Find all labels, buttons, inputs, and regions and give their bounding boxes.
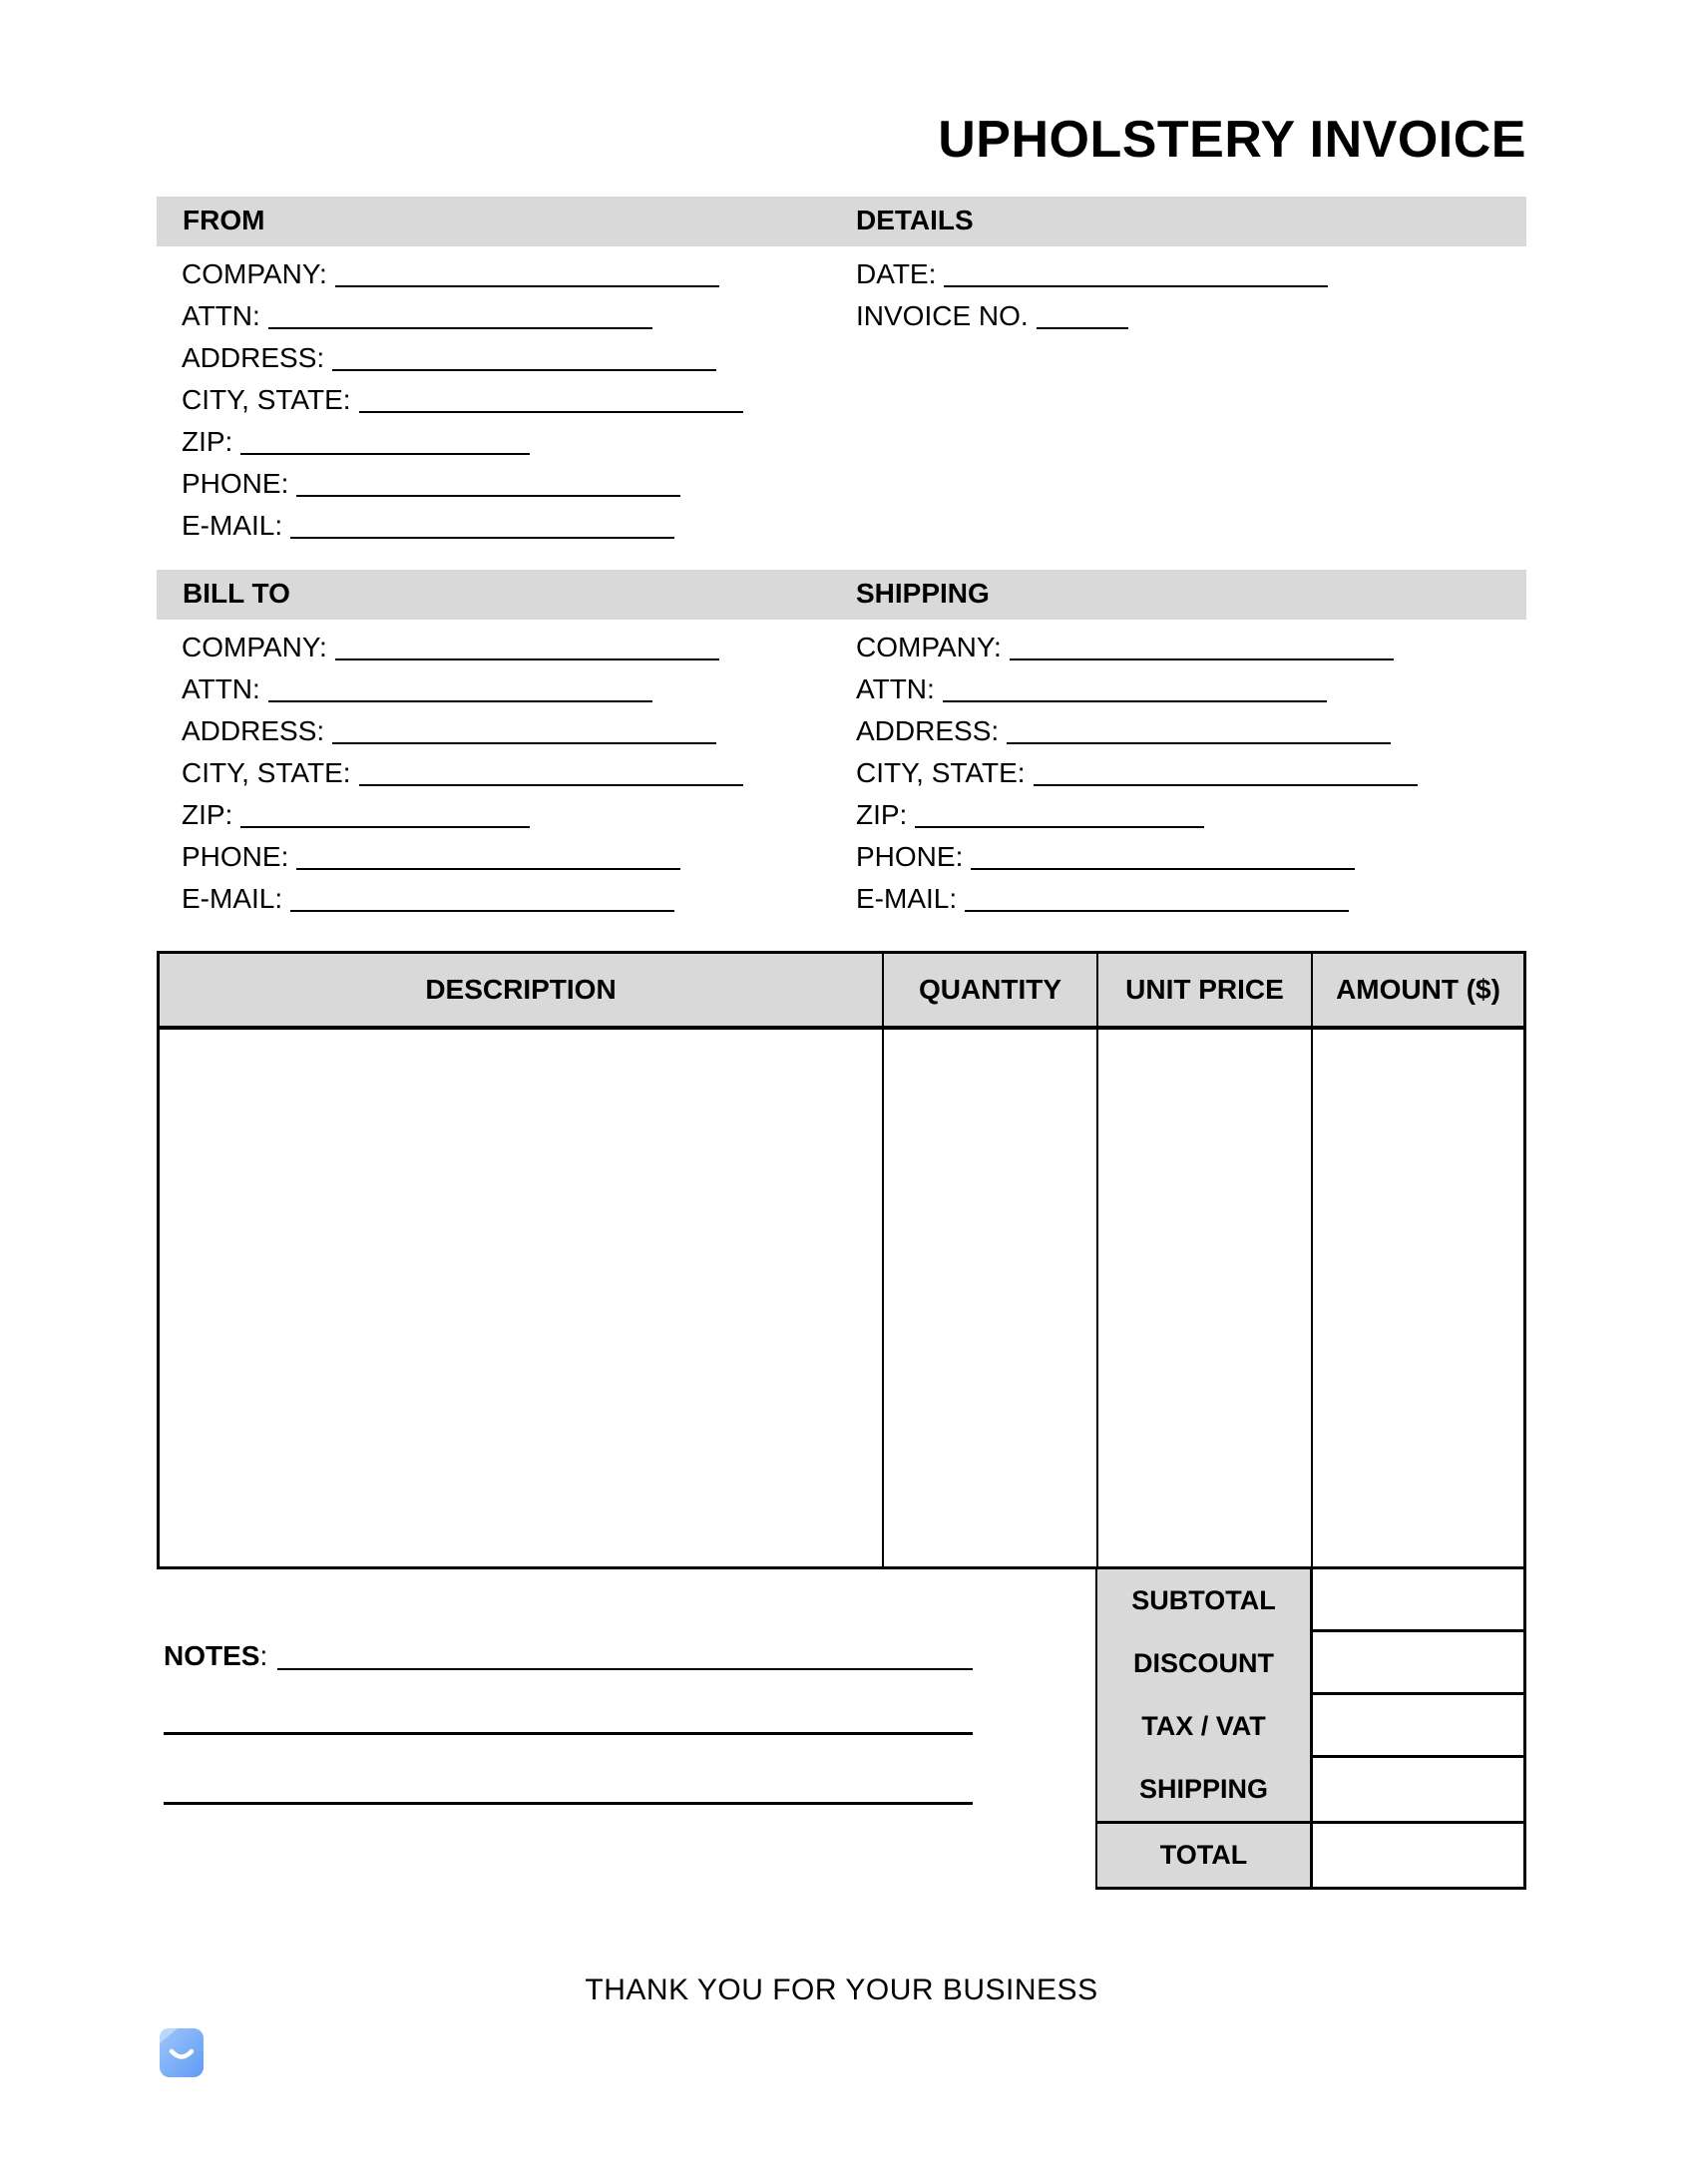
column-header-description: DESCRIPTION xyxy=(425,974,617,1005)
field-label: ATTN: xyxy=(182,299,260,331)
billto-shipping-section-bar xyxy=(157,570,1526,620)
field-input-line[interactable] xyxy=(943,700,1327,702)
billto-fields xyxy=(182,621,840,914)
field-label: ZIP: xyxy=(182,798,233,830)
notes-area xyxy=(164,1630,973,1805)
amount-cell[interactable] xyxy=(1311,1030,1523,1566)
field-label: DATE: xyxy=(856,257,937,289)
totals-label-discount: DISCOUNT xyxy=(1095,1632,1310,1695)
items-table-body xyxy=(160,1030,1523,1566)
quantity-cell[interactable] xyxy=(882,1030,1096,1566)
field-input-line[interactable] xyxy=(240,826,530,828)
form-field-row xyxy=(182,247,840,289)
field-label: COMPANY: xyxy=(856,631,1002,662)
field-label: ATTN: xyxy=(182,672,260,704)
form-field-row xyxy=(182,289,840,331)
totals-row xyxy=(1095,1632,1526,1695)
form-field-row xyxy=(856,289,1514,331)
field-input-line[interactable] xyxy=(359,784,743,786)
column-header-quantity: QUANTITY xyxy=(882,954,1096,1026)
field-input-line[interactable] xyxy=(296,495,680,497)
details-fields xyxy=(856,247,1514,331)
column-header-unit-price: UNIT PRICE xyxy=(1096,954,1311,1026)
form-field-row xyxy=(182,621,840,662)
field-label: PHONE: xyxy=(856,840,964,872)
form-field-row xyxy=(182,499,840,541)
form-field-row xyxy=(182,415,840,457)
form-field-row xyxy=(182,830,840,872)
field-label: ZIP: xyxy=(182,425,233,457)
field-label: E-MAIL: xyxy=(856,882,958,914)
notes-input-line[interactable] xyxy=(164,1802,973,1805)
form-field-row xyxy=(182,457,840,499)
footer-message: THANK YOU FOR YOUR BUSINESS xyxy=(585,1973,1098,2006)
page-title: UPHOLSTERY INVOICE xyxy=(938,111,1526,169)
field-input-line[interactable] xyxy=(1034,784,1418,786)
form-field-row xyxy=(856,662,1514,704)
field-input-line[interactable] xyxy=(335,285,719,287)
field-input-line[interactable] xyxy=(268,700,652,702)
form-field-row xyxy=(856,746,1514,788)
form-field-row xyxy=(182,704,840,746)
totals-value-cell[interactable] xyxy=(1310,1824,1526,1887)
from-fields xyxy=(182,247,840,541)
items-table-header xyxy=(160,954,1523,1030)
field-label: ADDRESS: xyxy=(182,341,325,373)
field-label: ADDRESS: xyxy=(182,714,325,746)
field-input-line[interactable] xyxy=(971,868,1355,870)
field-label: PHONE: xyxy=(182,467,289,499)
field-input-line[interactable] xyxy=(1037,327,1128,329)
form-field-row xyxy=(856,621,1514,662)
totals-row xyxy=(1095,1758,1526,1824)
form-field-row xyxy=(182,373,840,415)
field-input-line[interactable] xyxy=(915,826,1204,828)
notes-row xyxy=(164,1630,973,1672)
field-label: COMPANY: xyxy=(182,631,327,662)
totals-value-cell[interactable] xyxy=(1310,1632,1526,1695)
field-label: CITY, STATE: xyxy=(856,756,1026,788)
field-input-line[interactable] xyxy=(965,910,1349,912)
notes-label: NOTES: xyxy=(164,1640,268,1671)
details-section-header: DETAILS xyxy=(856,205,974,235)
column-header-amount: AMOUNT ($) xyxy=(1311,954,1523,1026)
field-input-line[interactable] xyxy=(1007,742,1391,744)
description-cell[interactable] xyxy=(160,1030,882,1566)
field-input-line[interactable] xyxy=(268,327,652,329)
notes-input-line[interactable] xyxy=(277,1668,973,1670)
totals-label-tax-vat: TAX / VAT xyxy=(1095,1695,1310,1758)
field-label: INVOICE NO. xyxy=(856,299,1029,331)
form-field-row xyxy=(182,746,840,788)
billto-section-header: BILL TO xyxy=(183,578,290,609)
form-field-row xyxy=(182,788,840,830)
totals-value-cell[interactable] xyxy=(1310,1569,1526,1632)
field-label: COMPANY: xyxy=(182,257,327,289)
shipping-section-header: SHIPPING xyxy=(856,578,990,609)
field-input-line[interactable] xyxy=(290,910,674,912)
field-input-line[interactable] xyxy=(332,369,716,371)
brand-logo-icon xyxy=(160,2028,204,2077)
field-input-line[interactable] xyxy=(359,411,743,413)
form-field-row xyxy=(856,247,1514,289)
field-label: CITY, STATE: xyxy=(182,383,351,415)
totals-row xyxy=(1095,1695,1526,1758)
totals-value-cell[interactable] xyxy=(1310,1695,1526,1758)
form-field-row xyxy=(856,830,1514,872)
field-label: ADDRESS: xyxy=(856,714,1000,746)
field-input-line[interactable] xyxy=(240,453,530,455)
field-label: PHONE: xyxy=(182,840,289,872)
form-field-row xyxy=(182,331,840,373)
from-section-header: FROM xyxy=(183,205,265,235)
field-input-line[interactable] xyxy=(944,285,1328,287)
field-input-line[interactable] xyxy=(296,868,680,870)
notes-input-line[interactable] xyxy=(164,1732,973,1735)
shipping-fields xyxy=(856,621,1514,914)
totals-label-subtotal: SUBTOTAL xyxy=(1095,1569,1310,1632)
field-input-line[interactable] xyxy=(335,658,719,660)
field-input-line[interactable] xyxy=(1010,658,1394,660)
totals-row xyxy=(1095,1569,1526,1632)
totals-table xyxy=(1095,1569,1526,1890)
field-label: CITY, STATE: xyxy=(182,756,351,788)
form-field-row xyxy=(856,704,1514,746)
field-input-line[interactable] xyxy=(332,742,716,744)
form-field-row xyxy=(856,872,1514,914)
from-details-section-bar xyxy=(157,197,1526,246)
field-label: ATTN: xyxy=(856,672,935,704)
form-field-row xyxy=(182,662,840,704)
totals-label-total: TOTAL xyxy=(1095,1824,1310,1887)
field-label: E-MAIL: xyxy=(182,882,283,914)
field-label: E-MAIL: xyxy=(182,509,283,541)
totals-value-cell[interactable] xyxy=(1310,1758,1526,1821)
form-field-row xyxy=(182,872,840,914)
field-input-line[interactable] xyxy=(290,537,674,539)
unit-price-cell[interactable] xyxy=(1096,1030,1311,1566)
form-field-row xyxy=(856,788,1514,830)
field-label: ZIP: xyxy=(856,798,908,830)
totals-label-shipping: SHIPPING xyxy=(1095,1758,1310,1821)
totals-row xyxy=(1095,1824,1526,1887)
items-table xyxy=(157,951,1526,1569)
